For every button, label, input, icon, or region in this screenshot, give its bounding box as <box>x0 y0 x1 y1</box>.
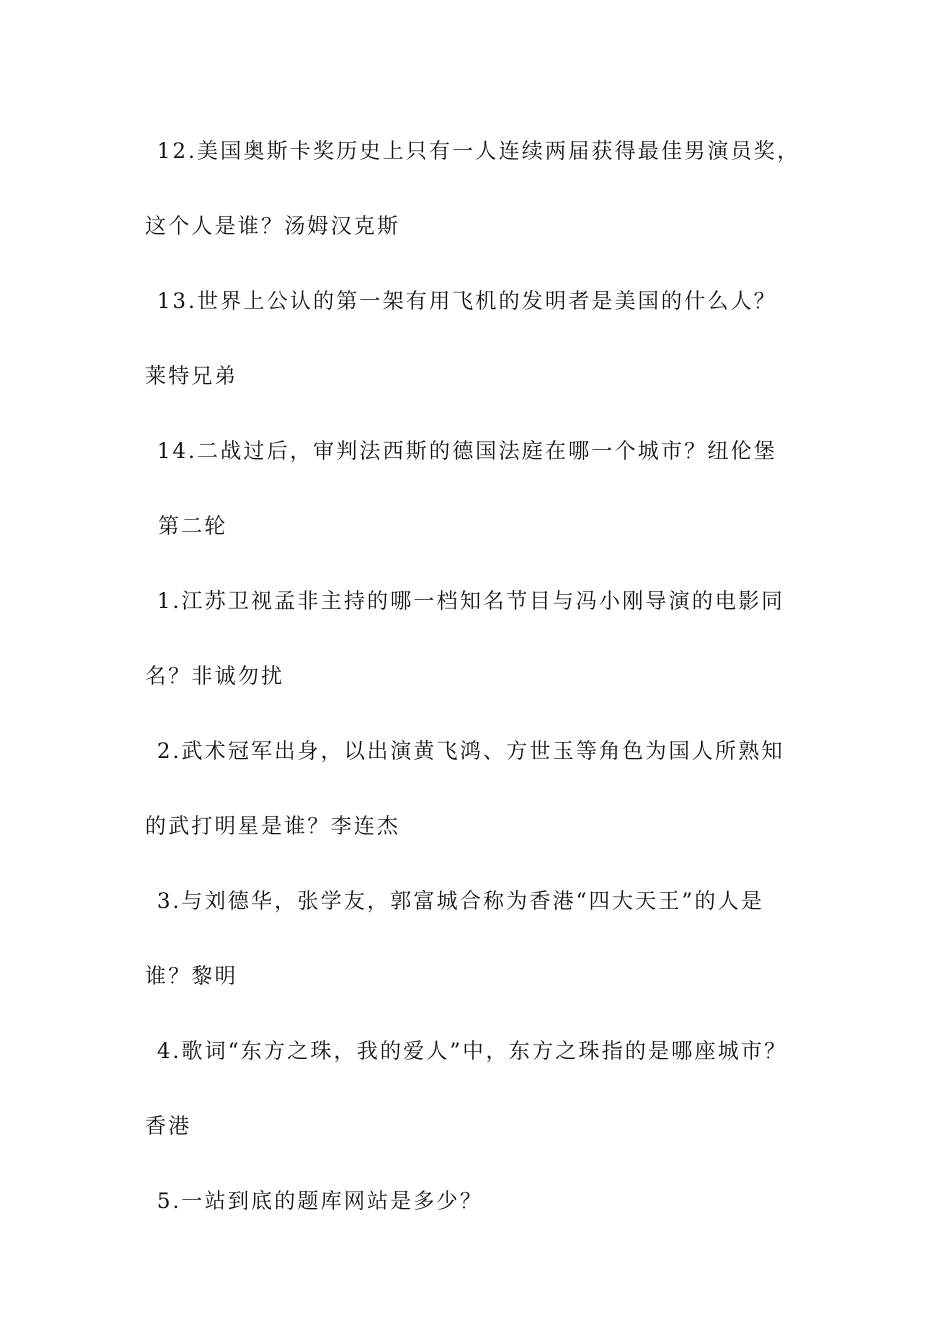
question-3-line-2: 谁？黎明 <box>145 964 238 988</box>
question-2-line-2: 的武打明星是谁？李连杰 <box>145 814 401 838</box>
section-heading: 第二轮 <box>158 514 228 538</box>
question-14-line: 14.二战过后，审判法西斯的德国法庭在哪一个城市？纽伦堡 <box>157 439 777 463</box>
question-12-line-1: 12.美国奥斯卡奖历史上只有一人连续两届获得最佳男演员奖， <box>157 139 801 163</box>
question-3-line-1: 3.与刘德华，张学友，郭富城合称为香港“四大天王”的人是 <box>157 889 765 913</box>
question-1-line-1: 1.江苏卫视孟非主持的哪一档知名节目与冯小刚导演的电影同 <box>157 589 785 613</box>
question-4-line-2: 香港 <box>145 1114 192 1138</box>
question-1-line-2: 名？非诚勿扰 <box>145 664 285 688</box>
question-5-line: 5.一站到底的题库网站是多少？ <box>157 1189 484 1213</box>
question-13-line-1: 13.世界上公认的第一架有用飞机的发明者是美国的什么人？ <box>157 289 777 313</box>
question-4-line-1: 4.歌词“东方之珠，我的爱人”中，东方之珠指的是哪座城市？ <box>157 1039 788 1063</box>
question-2-line-1: 2.武术冠军出身，以出演黄飞鸿、方世玉等角色为国人所熟知 <box>157 739 785 763</box>
question-12-line-2: 这个人是谁？汤姆汉克斯 <box>145 214 401 238</box>
question-13-line-2: 莱特兄弟 <box>145 364 238 388</box>
